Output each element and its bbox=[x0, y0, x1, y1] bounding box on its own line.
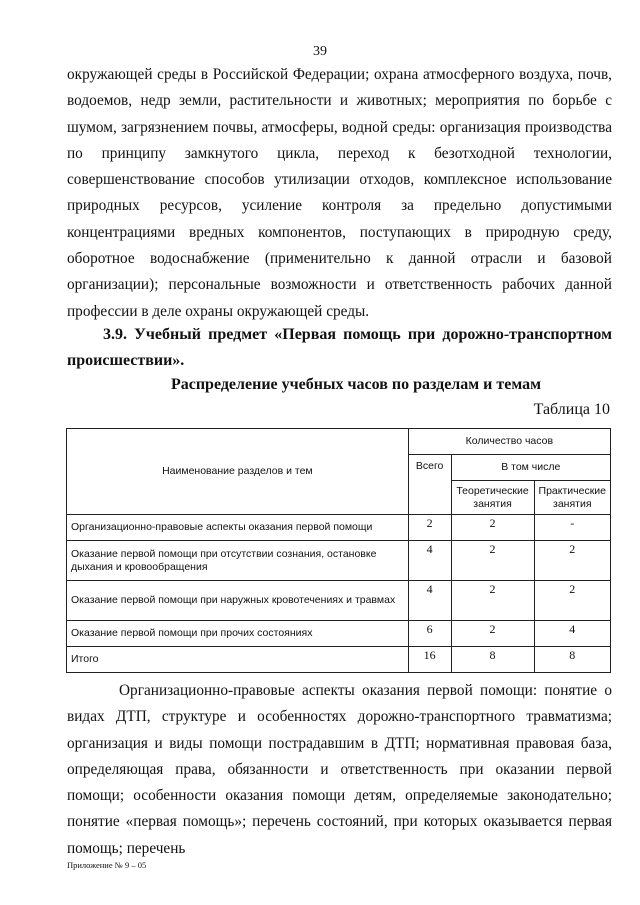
table-row bbox=[67, 581, 611, 621]
row-name: Организационно-правовые аспекты оказания первой помощи bbox=[67, 515, 409, 541]
table-label: Таблица 10 bbox=[533, 401, 610, 418]
header-topic-name: Наименование разделов и тем bbox=[67, 429, 409, 515]
table-row bbox=[67, 515, 611, 541]
row-name: Оказание первой помощи при прочих состояниях bbox=[67, 621, 409, 647]
header-practice: Практические занятия bbox=[534, 481, 610, 515]
header-total: Всего bbox=[408, 455, 451, 515]
row-practice: 4 bbox=[534, 621, 610, 647]
table-row-total bbox=[67, 647, 611, 673]
row-total: 6 bbox=[408, 621, 451, 647]
row-total: 4 bbox=[408, 541, 451, 581]
row-name: Итого bbox=[67, 647, 409, 673]
row-total: 16 bbox=[408, 647, 451, 673]
row-total: 4 bbox=[408, 581, 451, 621]
row-theory: 2 bbox=[451, 515, 534, 541]
page-number: 39 bbox=[313, 44, 327, 59]
table-row bbox=[67, 621, 611, 647]
row-total: 2 bbox=[408, 515, 451, 541]
paragraph-environment: окружающей среды в Российской Федерации; охрана атмосферного воздуха, почв, водоемов, недр земли, растительности и животных; мероприятия по борьбе с шумом, загрязнением почвы, атмосферы, водной среды: организация производства по принципу замкнутого цикла, переход к безотходной технологии, совершенствование способов утилизации отходов, комплексное использование природных ресурсов, усиление контроля за предельно допустимыми концентрациями вредных компонентов, поступающих в природную среду, оборотное водоснабжение (применительно к данной отрасли и базовой организации); персональные возможности и ответственность рабочих данной профессии в деле охраны окружающей среды. bbox=[67, 66, 612, 320]
row-theory: 2 bbox=[451, 581, 534, 621]
row-practice: 8 bbox=[534, 647, 610, 673]
row-theory: 8 bbox=[451, 647, 534, 673]
table-row bbox=[67, 541, 611, 581]
row-name: Оказание первой помощи при отсутствии сознания, остановке дыхания и кровообращения bbox=[67, 541, 409, 581]
paragraph-first-aid-legal: Организационно-правовые аспекты оказания первой помощи: понятие о видах ДТП, структуре и особенностях дорожно-транспортного травматизма; организация и виды помощи пострадавшим в ДТП; нормативная правовая база, определяющая права, обязанности и ответственность при оказании первой помощи; особенности оказания помощи детям, определяемые законодательно; понятие «первая помощь»; перечень состояний, при которых оказывается первая помощь; перечень bbox=[67, 682, 612, 857]
section-heading: 3.9. Учебный предмет «Первая помощь при дорожно-транспортном происшествии». bbox=[67, 326, 612, 369]
distribution-title: Распределение учебных часов по разделам и темам bbox=[170, 376, 542, 393]
hours-table bbox=[66, 428, 611, 673]
header-including: В том числе bbox=[451, 455, 610, 481]
header-hours: Количество часов bbox=[408, 429, 610, 455]
header-theory: Теоретические занятия bbox=[451, 481, 534, 515]
row-practice: - bbox=[534, 515, 610, 541]
footer-appendix: Приложение № 9 – 05 bbox=[67, 860, 147, 870]
row-practice: 2 bbox=[534, 541, 610, 581]
row-name: Оказание первой помощи при наружных кровотечениях и травмах bbox=[67, 581, 409, 621]
row-theory: 2 bbox=[451, 621, 534, 647]
row-practice: 2 bbox=[534, 581, 610, 621]
row-theory: 2 bbox=[451, 541, 534, 581]
